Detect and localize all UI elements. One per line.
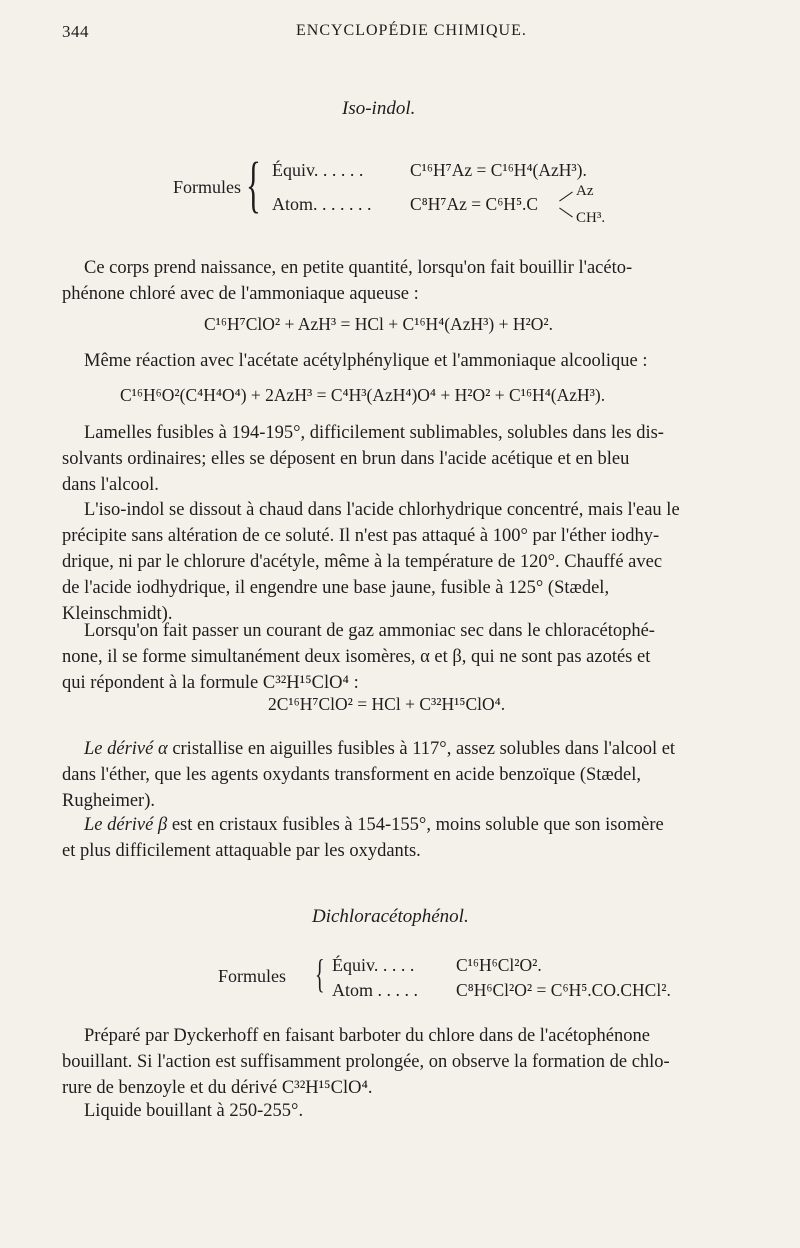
paragraph-2 <box>62 348 710 374</box>
section-title-dichloracetophenol: Dichloracétophénol. <box>312 906 469 927</box>
equation-1: C¹⁶H⁷ClO² + AzH³ = HCl + C¹⁶H⁴(AzH³) + H²O². <box>204 314 554 334</box>
equiv-formula-2: C¹⁶H⁶Cl²O². <box>456 955 542 975</box>
text-line: drique, ni par le chlorure d'acétyle, même à la température de 120°. Chauffé avec <box>62 552 663 572</box>
derive-alpha-lead: Le dérivé α <box>84 739 168 759</box>
running-title: ENCYCLOPÉDIE CHIMIQUE. <box>296 22 527 39</box>
page-number: 344 <box>62 22 89 41</box>
paragraph-3 <box>62 420 710 498</box>
section-title-iso-indol: Iso-indol. <box>342 98 416 119</box>
paragraph-7 <box>62 812 710 864</box>
formula-brace: { <box>246 151 261 219</box>
paragraph-4 <box>62 497 710 627</box>
paragraph-9 <box>62 1098 710 1124</box>
derive-beta-lead: Le dérivé β <box>84 815 168 835</box>
equation-3: 2C¹⁶H⁷ClO² = HCl + C³²H¹⁵ClO⁴. <box>268 694 506 714</box>
text-line: précipite sans altération de ce soluté. Il n'est pas attaqué à 100° par l'éther iodhy- <box>62 526 660 546</box>
text-line <box>62 812 710 838</box>
text-line: qui répondent à la formule C³²H¹⁵ClO⁴ : <box>62 673 359 693</box>
text-line: et plus difficilement attaquable par les oxydants. <box>62 841 421 861</box>
text-line: dans l'éther, que les agents oxydants transforment en acide benzoïque (Stædel, <box>62 765 642 785</box>
paragraph-1 <box>62 255 710 307</box>
atom-formula-ch3: CH³. <box>576 210 606 226</box>
atom-formula-az: Az <box>576 183 594 199</box>
bond-line-down <box>559 208 573 218</box>
text-line: rure de benzoyle et du dérivé C³²H¹⁵ClO⁴. <box>62 1078 373 1098</box>
bond-line-up <box>559 192 573 202</box>
text-line: Préparé par Dyckerhoff en faisant barboter du chlore dans de l'acétophénone <box>84 1026 650 1046</box>
text-line <box>62 736 710 762</box>
text-line: Lorsqu'on fait passer un courant de gaz ammoniac sec dans le chloracétophé- <box>84 621 655 641</box>
equiv-label: Équiv. . . . . . <box>272 160 364 180</box>
text-line: de l'acide iodhydrique, il engendre une base jaune, fusible à 125° (Stædel, <box>62 578 610 598</box>
formules-label-2: Formules <box>218 966 287 986</box>
text-line: phénone chloré avec de l'ammoniaque aqueuse : <box>62 284 419 304</box>
equiv-formula: C¹⁶H⁷Az = C¹⁶H⁴(AzH³). <box>410 160 587 180</box>
text-line: Lamelles fusibles à 194-195°, difficilement sublimables, solubles dans les dis- <box>84 423 664 443</box>
atom-formula: C⁸H⁷Az = C⁶H⁵.C <box>410 194 539 214</box>
formula-brace-2: { <box>315 951 325 996</box>
formules-label: Formules <box>173 177 242 197</box>
paragraph-8 <box>62 1023 710 1101</box>
text-line: solvants ordinaires; elles se déposent en brun dans l'acide acétique et en bleu <box>62 449 630 469</box>
atom-formula-2: C⁸H⁶Cl²O² = C⁶H⁵.CO.CHCl². <box>456 980 671 1000</box>
text-line: Kleinschmidt). <box>62 604 173 624</box>
atom-label: Atom. . . . . . . <box>272 194 372 214</box>
text-fragment: est en cristaux fusibles à 154-155°, moins soluble que son isomère <box>167 815 664 835</box>
equiv-label-2: Équiv. . . . . <box>332 955 415 975</box>
text-line: bouillant. Si l'action est suffisamment prolongée, on observe la formation de chlo- <box>62 1052 670 1072</box>
text-line: Rugheimer). <box>62 791 155 811</box>
text-line: Liquide bouillant à 250-255°. <box>84 1101 304 1121</box>
paragraph-6 <box>62 736 710 814</box>
text-line: dans l'alcool. <box>62 475 159 495</box>
paragraph-5 <box>62 618 710 696</box>
equation-2: C¹⁶H⁶O²(C⁴H⁴O⁴) + 2AzH³ = C⁴H³(AzH⁴)O⁴ + H²O² + C¹⁶H⁴(AzH³). <box>120 385 606 405</box>
atom-label-2: Atom . . . . . <box>332 980 419 1000</box>
text-line: none, il se forme simultanément deux isomères, α et β, qui ne sont pas azotés et <box>62 647 651 667</box>
text-fragment: cristallise en aiguilles fusibles à 117°, assez solubles dans l'alcool et <box>167 739 676 759</box>
text-line: L'iso-indol se dissout à chaud dans l'acide chlorhydrique concentré, mais l'eau le <box>84 500 680 520</box>
text-line: Même réaction avec l'acétate acétylphénylique et l'ammoniaque alcoolique : <box>84 351 648 371</box>
text-line: Ce corps prend naissance, en petite quantité, lorsqu'on fait bouillir l'acéto- <box>84 258 633 278</box>
